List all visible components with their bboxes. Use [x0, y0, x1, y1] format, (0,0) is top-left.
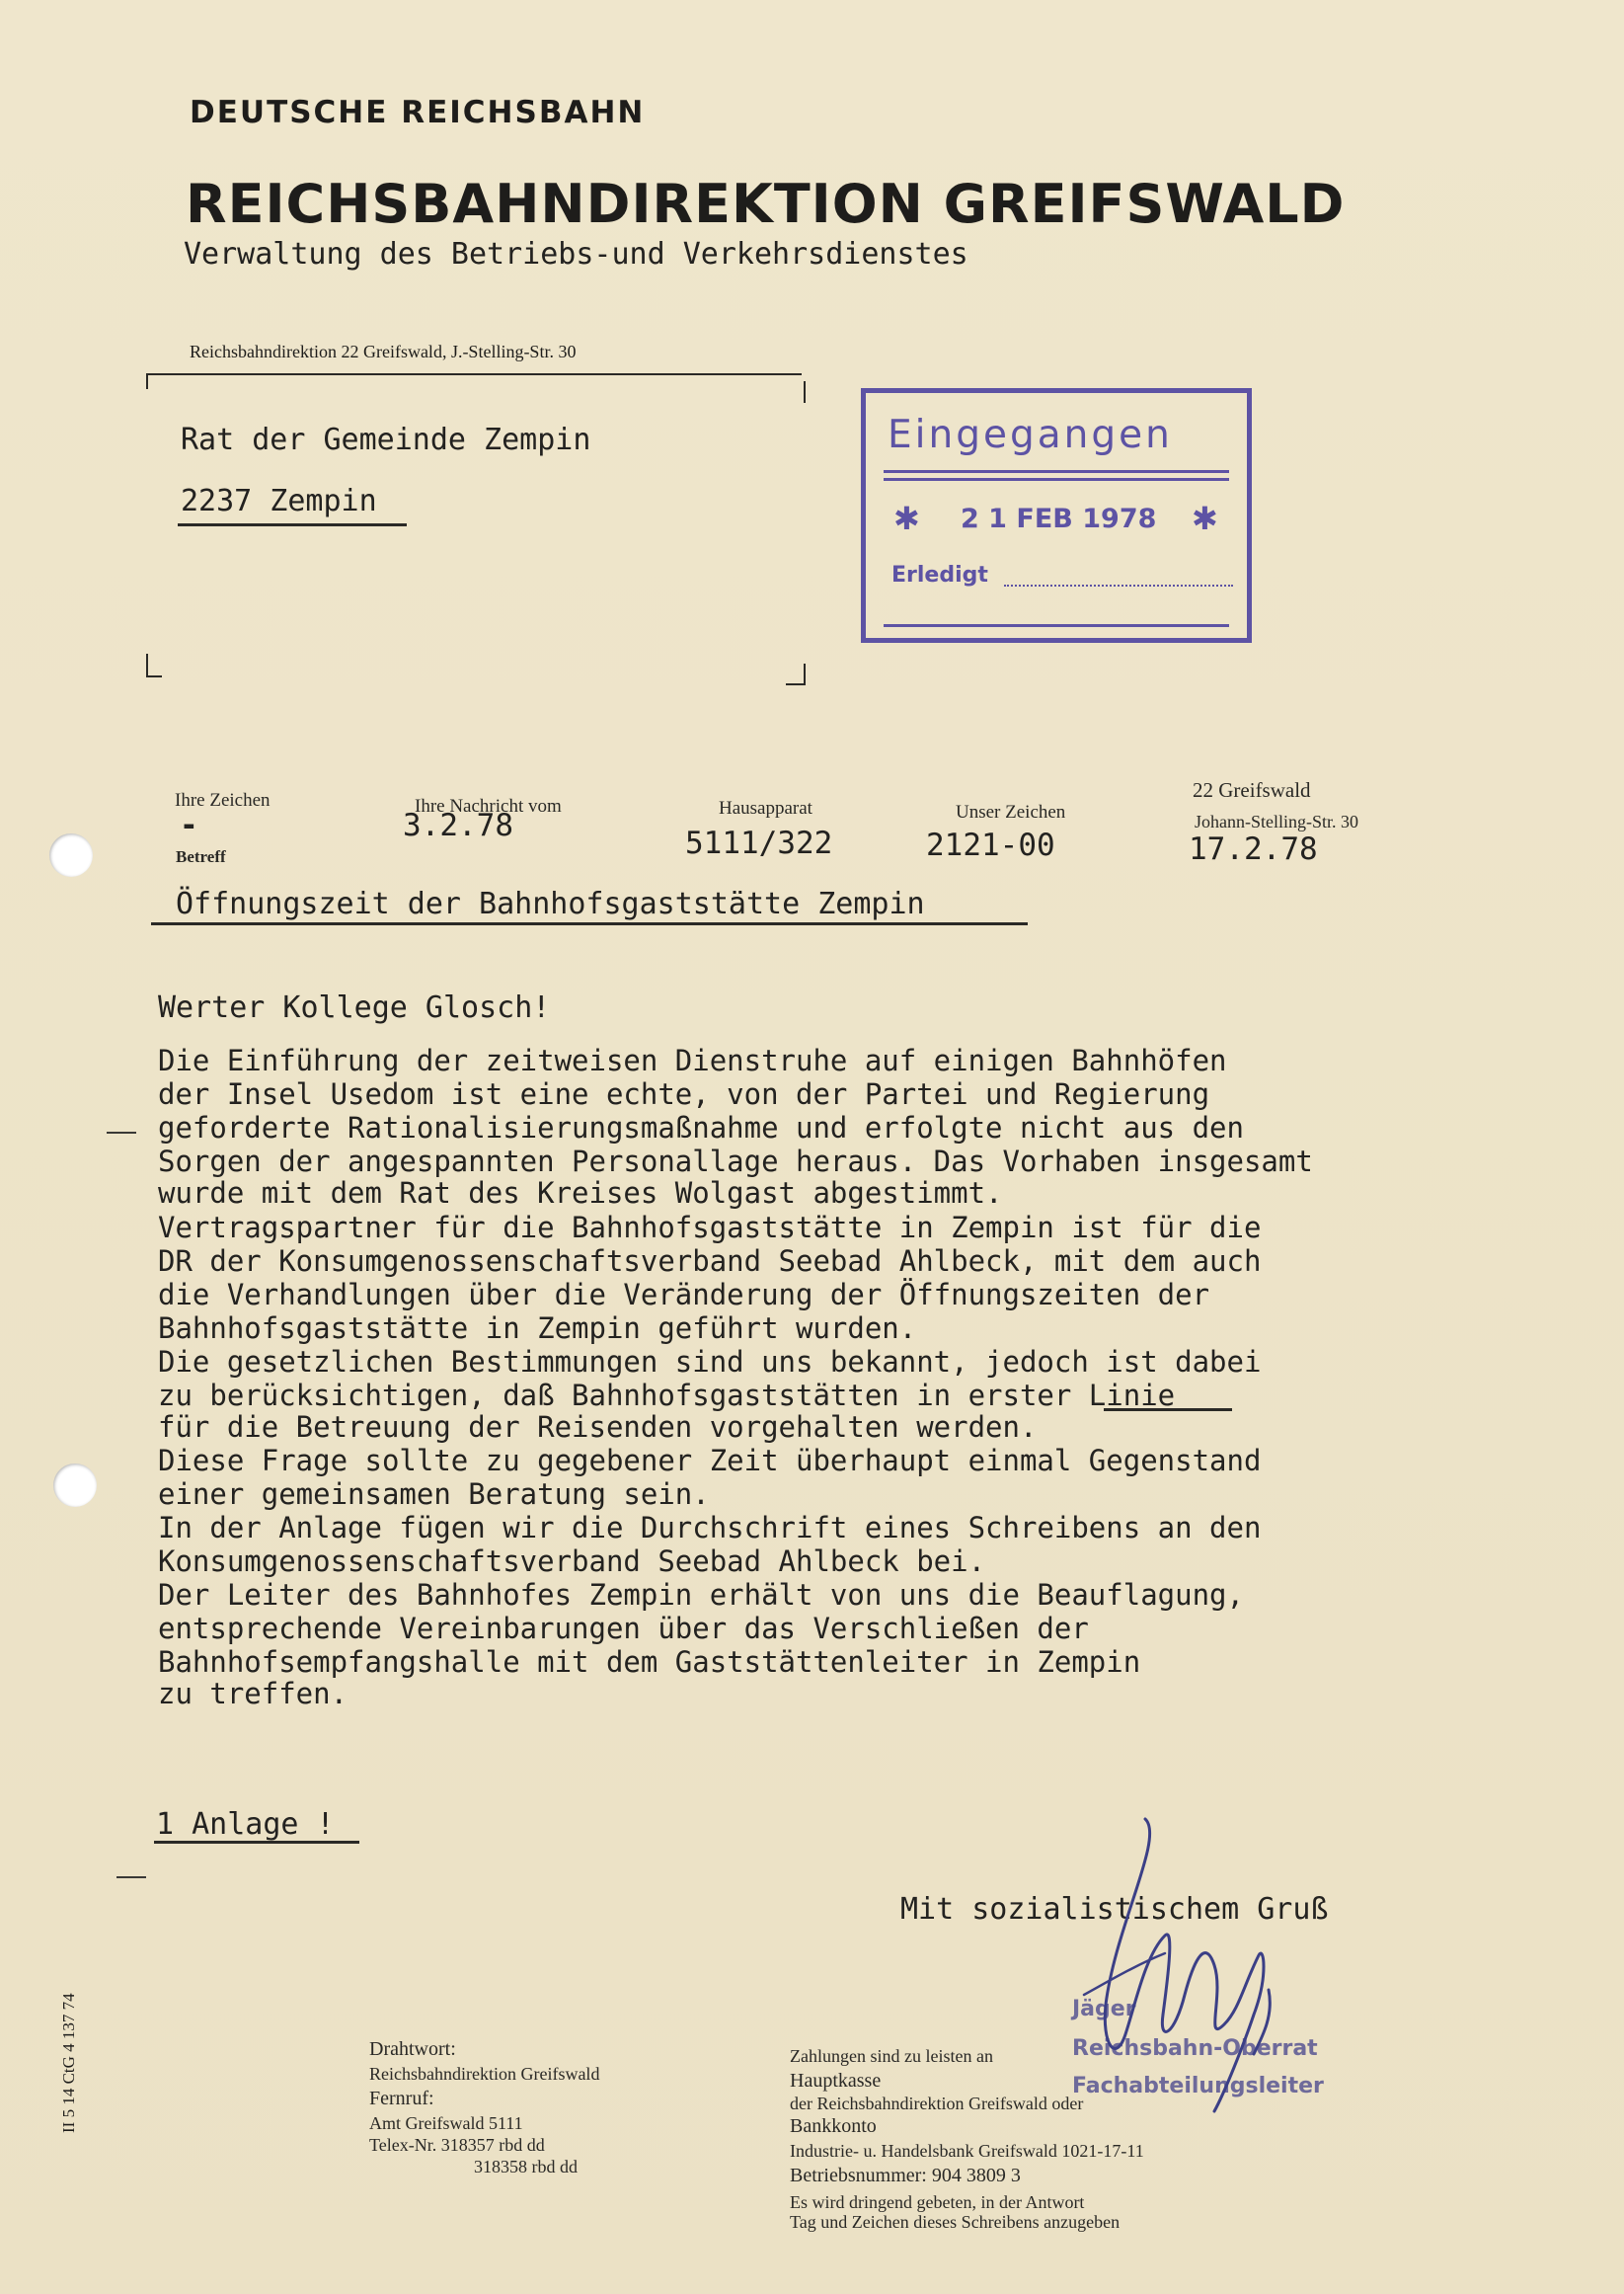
body-line: für die Betreuung der Reisenden vorgehalten werden. — [158, 1410, 1038, 1444]
address-window-corner — [804, 664, 806, 685]
enclosure-note: 1 Anlage ! — [156, 1807, 335, 1842]
star-icon: ✱ — [893, 501, 920, 536]
body-line: Konsumgenossenschaftsverband Seebad Ahlbeck bei. — [158, 1544, 986, 1578]
body-line: Vertragspartner für die Bahnhofsgaststätte in Zempin ist für die — [158, 1211, 1262, 1244]
form-code: II 5 14 CtG 4 137 74 — [59, 1993, 78, 2133]
body-line: die Verhandlungen über die Veränderung der Öffnungszeiten der — [158, 1278, 1210, 1311]
greeting: Werter Kollege Glosch! — [158, 990, 551, 1025]
body-line: DR der Konsumgenossenschaftsverband Seebad Ahlbeck, mit dem auch — [158, 1244, 1262, 1278]
ihre-nachricht-label: Ihre Nachricht vom — [415, 796, 562, 817]
recipient-underline — [178, 523, 407, 526]
address-window-corner — [786, 683, 806, 685]
footer-fernruf-label: Fernruf: — [369, 2088, 434, 2109]
footer-bank: Industrie- u. Handelsbank Greifswald 1021-17-11 — [790, 2141, 1144, 2161]
body-line: zu treffen. — [158, 1677, 348, 1710]
body-line: geforderte Rationalisierungsmaßnahme und erfolgte nicht aus den — [158, 1111, 1244, 1145]
ihre-nachricht-value: 3.2.78 — [403, 808, 513, 843]
footer-hinweis2: Tag und Zeichen dieses Schreibens anzugeben — [790, 2212, 1121, 2232]
punch-hole — [53, 1463, 97, 1507]
signatory-title2: Fachabteilungsleiter — [1072, 2074, 1324, 2098]
place-line2: Johann-Stelling-Str. 30 — [1195, 812, 1358, 831]
betreff-label: Betreff — [176, 847, 226, 866]
footer-hauptkasse-detail: der Reichsbahndirektion Greifswald oder — [790, 2094, 1084, 2113]
body-line: der Insel Usedom ist eine echte, von der Partei und Regierung — [158, 1077, 1210, 1111]
body-line: Die gesetzlichen Bestimmungen sind uns bekannt, jedoch ist dabei — [158, 1345, 1262, 1379]
subject-underline — [151, 922, 1028, 925]
footer-telex2: 318358 rbd dd — [474, 2157, 578, 2176]
stamp-rule — [884, 624, 1229, 627]
footer-drahtwort-label: Drahtwort: — [369, 2038, 456, 2060]
org-name-line1: DEUTSCHE REICHSBAHN — [190, 95, 646, 130]
body-line: entsprechende Vereinbarungen über das Verschließen der — [158, 1612, 1089, 1645]
body-line: Sorgen der angespannten Personallage heraus. Das Vorhaben insgesamt — [158, 1145, 1313, 1178]
body-line: einer gemeinsamen Beratung sein. — [158, 1477, 710, 1511]
letter-date: 17.2.78 — [1189, 831, 1318, 867]
closing: Mit sozialistischem Gruß — [900, 1892, 1329, 1927]
star-icon: ✱ — [1192, 501, 1218, 536]
footer-zahlungen: Zahlungen sind zu leisten an — [790, 2046, 993, 2066]
punch-hole — [49, 833, 93, 877]
place-line1: 22 Greifswald — [1193, 778, 1311, 802]
body-line: zu berücksichtigen, daß Bahnhofsgaststätten in erster Linie — [158, 1379, 1176, 1412]
unser-zeichen-label: Unser Zeichen — [956, 802, 1066, 823]
enclosure-underline — [154, 1841, 359, 1844]
stamp-erledigt-label: Erledigt — [891, 563, 988, 588]
emphasis-underline — [1104, 1408, 1232, 1411]
stamp-title: Eingegangen — [888, 413, 1173, 457]
footer-bankkonto: Bankkonto — [790, 2115, 877, 2137]
subject-line: Öffnungszeit der Bahnhofsgaststätte Zempin — [176, 887, 925, 921]
stamp-rule — [884, 478, 1229, 481]
footer-drahtwort-value: Reichsbahndirektion Greifswald — [369, 2064, 600, 2084]
body-line: Diese Frage sollte zu gegebener Zeit überhaupt einmal Gegenstand — [158, 1444, 1262, 1477]
org-name-line2: REICHSBAHNDIREKTION GREIFSWALD — [186, 173, 1346, 235]
address-window-corner — [146, 654, 148, 675]
ihre-zeichen-label: Ihre Zeichen — [175, 790, 271, 811]
stamp-date: 2 1 FEB 1978 — [961, 504, 1157, 534]
footer-hauptkasse: Hauptkasse — [790, 2070, 882, 2092]
body-line: Die Einführung der zeitweisen Dienstruhe auf einigen Bahnhöfen — [158, 1044, 1227, 1077]
address-window-corner — [146, 675, 162, 677]
footer-betriebsnummer: Betriebsnummer: 904 3809 3 — [790, 2165, 1021, 2186]
recipient-line1: Rat der Gemeinde Zempin — [181, 423, 591, 457]
return-address-rule — [148, 373, 802, 375]
stamp-rule — [884, 470, 1229, 473]
fold-mark — [107, 1132, 136, 1134]
footer-fernruf-value: Amt Greifswald 5111 — [369, 2113, 523, 2133]
handwritten-signature — [1076, 1817, 1313, 2113]
footer-hinweis1: Es wird dringend gebeten, in der Antwort — [790, 2192, 1085, 2212]
fold-mark — [116, 1876, 146, 1878]
recipient-line2: 2237 Zempin — [181, 484, 377, 518]
hausapparat-label: Hausapparat — [719, 798, 812, 819]
body-line: In der Anlage fügen wir die Durchschrift eines Schreibens an den — [158, 1511, 1262, 1544]
signatory-title1: Reichsbahn-Oberrat — [1072, 2036, 1318, 2061]
ihre-zeichen-value: - — [180, 808, 198, 843]
org-name-line3: Verwaltung des Betriebs-und Verkehrsdienstes — [184, 237, 968, 272]
received-stamp — [861, 388, 1252, 643]
unser-zeichen-value: 2121-00 — [926, 828, 1055, 863]
body-line: Bahnhofsgaststätte in Zempin geführt wurden. — [158, 1311, 917, 1345]
address-window-corner — [146, 373, 148, 389]
address-window-corner — [804, 381, 806, 403]
body-line: Bahnhofsempfangshalle mit dem Gaststättenleiter in Zempin — [158, 1645, 1141, 1679]
stamp-dotted-line — [1004, 585, 1233, 587]
body-line: Der Leiter des Bahnhofes Zempin erhält von uns die Beauflagung, — [158, 1578, 1244, 1612]
body-line: wurde mit dem Rat des Kreises Wolgast abgestimmt. — [158, 1176, 1003, 1210]
signatory-name: Jäger — [1072, 1997, 1136, 2021]
return-address: Reichsbahndirektion 22 Greifswald, J.-Stelling-Str. 30 — [190, 342, 577, 361]
hausapparat-value: 5111/322 — [685, 826, 833, 861]
footer-telex1: Telex-Nr. 318357 rbd dd — [369, 2135, 545, 2155]
